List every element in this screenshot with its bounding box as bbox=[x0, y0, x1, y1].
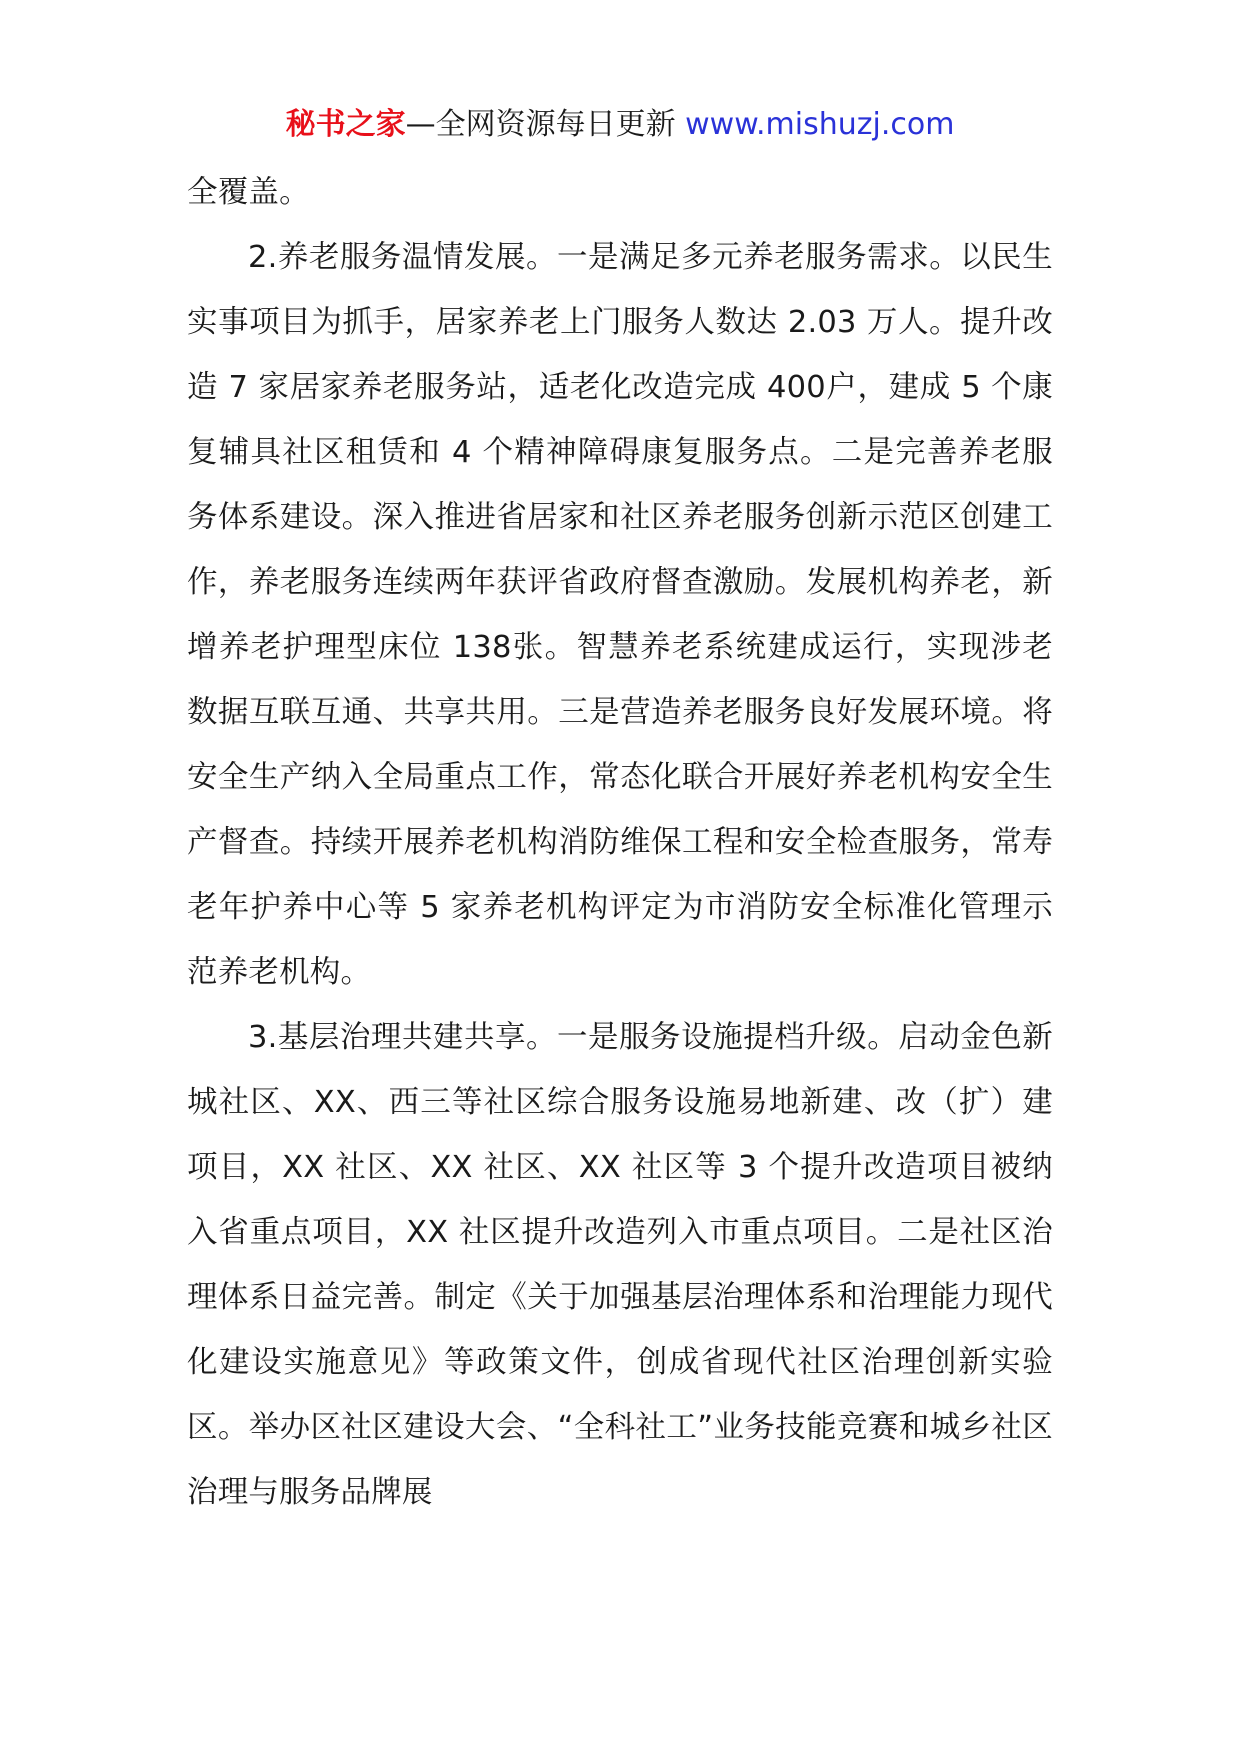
site-url-link[interactable]: www.mishuzj.com bbox=[685, 107, 955, 142]
document-body bbox=[187, 160, 1053, 1525]
header-tagline: —全网资源每日更新 bbox=[405, 107, 686, 142]
page-header bbox=[0, 98, 1240, 152]
paragraph-grassroots-governance: 3.基层治理共建共享。一是服务设施提档升级。启动金色新城社区、XX、西三等社区综合服务设施易地新建、改（扩）建项目，XX 社区、XX 社区、XX 社区等 3 个提升改造项目被纳入省重点项目，XX 社区提升改造列入市重点项目。二是社区治理体系日益完善。制定《关于加强基层治理体系和治理能力现代化建设实施意见》等政策文件，创成省现代社区治理创新实验区。举办区社区建设大会、“全科社工”业务技能竞赛和城乡社区治理与服务品牌展 bbox=[187, 1020, 1053, 1510]
paragraph-elderly-services: 2.养老服务温情发展。一是满足多元养老服务需求。以民生实事项目为抓手，居家养老上门服务人数达 2.03 万人。提升改造 7 家居家养老服务站，适老化改造完成 400户，建成 5 个康复辅具社区租赁和 4 个精神障碍康复服务点。二是完善养老服务体系建设。深入推进省居家和社区养老服务创新示范区创建工作，养老服务连续两年获评省政府督查激励。发展机构养老，新增养老护理型床位 138张。智慧养老系统建成运行，实现涉老数据互联互通、共享共用。三是营造养老服务良好发展环境。将安全生产纳入全局重点工作，常态化联合开展好养老机构安全生产督查。持续开展养老机构消防维保工程和安全检查服务，常寿老年护养中心等 5 家养老机构评定为市消防安全标准化管理示范养老机构。 bbox=[187, 240, 1053, 990]
paragraph-continuation: 全覆盖。 bbox=[187, 175, 310, 210]
brand-name: 秘书之家 bbox=[285, 107, 406, 142]
